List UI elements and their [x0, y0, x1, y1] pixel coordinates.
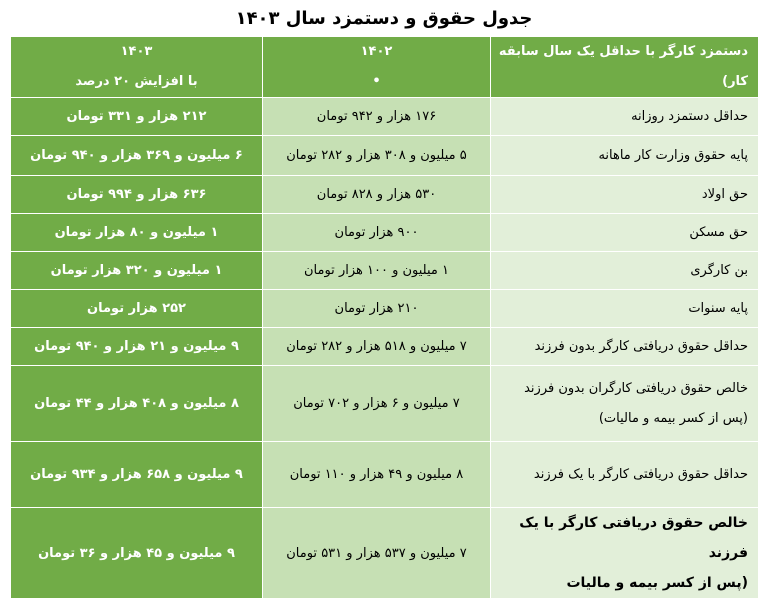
- table-row: [11, 442, 759, 508]
- row-value-1402: ۹۰۰ هزار تومان: [263, 214, 491, 252]
- row-label: پایه سنوات: [491, 290, 759, 328]
- table-row: [11, 508, 759, 599]
- table-header-row: [11, 37, 759, 98]
- header-1403-year: ۱۴۰۳: [120, 44, 153, 59]
- table-row: [11, 328, 759, 366]
- row-label: حداقل حقوق دریافتی کارگر بدون فرزند: [491, 328, 759, 366]
- row-label: بن کارگری: [491, 252, 759, 290]
- header-cell-description: [491, 37, 759, 98]
- row-label: خالص حقوق دریافتی کارگر با یک فرزند: [519, 515, 748, 561]
- row-value-1403: ۶۳۶ هزار و ۹۹۴ تومان: [11, 176, 263, 214]
- salary-table: [10, 36, 759, 599]
- row-label-cell: [491, 366, 759, 442]
- row-value-1403: ۱ میلیون و ۳۲۰ هزار تومان: [11, 252, 263, 290]
- row-label-note: (پس از کسر بیمه و مالیات: [566, 575, 748, 591]
- row-value-1402: ۵۳۰ هزار و ۸۲۸ تومان: [263, 176, 491, 214]
- row-value-1402: ۸ میلیون و ۴۹ هزار و ۱۱۰ تومان: [263, 442, 491, 508]
- row-value-1403: ۲۵۲ هزار تومان: [11, 290, 263, 328]
- table-row: [11, 290, 759, 328]
- row-value-1402: ۷ میلیون و ۶ هزار و ۷۰۲ تومان: [263, 366, 491, 442]
- table-row: [11, 136, 759, 176]
- header-1402-bullet: •: [372, 74, 381, 89]
- row-value-1402: ۱ میلیون و ۱۰۰ هزار تومان: [263, 252, 491, 290]
- row-label: حق اولاد: [491, 176, 759, 214]
- header-1403-increase: با افزایش ۲۰ درصد: [75, 74, 198, 89]
- table-row: [11, 176, 759, 214]
- row-label: حق مسکن: [491, 214, 759, 252]
- header-cell-1402: [263, 37, 491, 98]
- row-value-1402: ۵ میلیون و ۳۰۸ هزار و ۲۸۲ تومان: [263, 136, 491, 176]
- row-value-1402: ۱۷۶ هزار و ۹۴۲ تومان: [263, 98, 491, 136]
- row-value-1402: ۷ میلیون و ۵۳۷ هزار و ۵۳۱ تومان: [263, 508, 491, 599]
- header-description-line1: دستمزد کارگر با حداقل یک سال سابقه: [498, 44, 748, 59]
- header-1402-year: ۱۴۰۲: [360, 44, 393, 59]
- row-label: حداقل حقوق دریافتی کارگر با یک فرزند: [533, 466, 748, 482]
- table-row: [11, 366, 759, 442]
- row-label-cell: [491, 442, 759, 508]
- table-row: [11, 252, 759, 290]
- row-value-1403: ۸ میلیون و ۴۰۸ هزار و ۴۴ تومان: [11, 366, 263, 442]
- row-label: حداقل دستمزد روزانه: [491, 98, 759, 136]
- row-value-1403: ۲۱۲ هزار و ۳۳۱ تومان: [11, 98, 263, 136]
- row-value-1403: ۱ میلیون و ۸۰ هزار تومان: [11, 214, 263, 252]
- row-value-1403: ۹ میلیون و ۶۵۸ هزار و ۹۳۴ تومان: [11, 442, 263, 508]
- row-label-note: (پس از کسر بیمه و مالیات): [598, 410, 748, 426]
- row-label: خالص حقوق دریافتی کارگران بدون فرزند: [524, 380, 748, 396]
- row-value-1403: ۹ میلیون و ۲۱ هزار و ۹۴۰ تومان: [11, 328, 263, 366]
- table-title: جدول حقوق و دستمزد سال ۱۴۰۳: [235, 8, 533, 29]
- row-value-1402: ۲۱۰ هزار تومان: [263, 290, 491, 328]
- header-description-line2: کار): [722, 74, 748, 89]
- row-label: پایه حقوق وزارت کار ماهانه: [491, 136, 759, 176]
- row-value-1403: ۹ میلیون و ۴۵ هزار و ۳۶ تومان: [11, 508, 263, 599]
- table-row: [11, 214, 759, 252]
- table-row: [11, 98, 759, 136]
- row-label-cell: [491, 508, 759, 599]
- row-value-1403: ۶ میلیون و ۳۶۹ هزار و ۹۴۰ تومان: [11, 136, 263, 176]
- row-value-1402: ۷ میلیون و ۵۱۸ هزار و ۲۸۲ تومان: [263, 328, 491, 366]
- header-cell-1403: [11, 37, 263, 98]
